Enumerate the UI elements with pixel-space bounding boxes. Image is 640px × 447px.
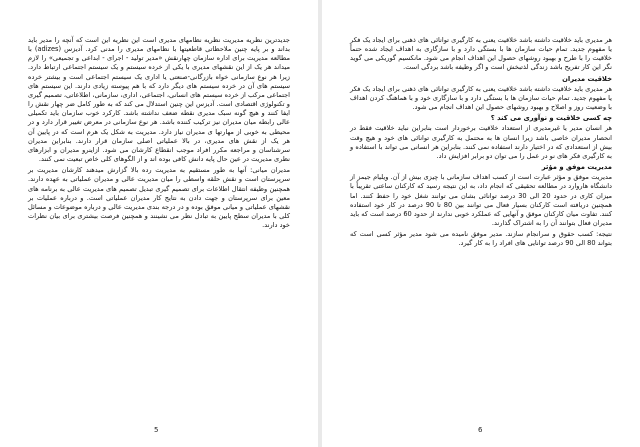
right-page-number: 6 [478,426,483,434]
right-paragraph-2: هر مدیری باید خلاقیت داشته باشد خلاقیت یعنی به کارگیری توانائی های ذهنی برای ایجاد یک فکر یا مفهوم جدید. تمام حیات سازمان ها با بستگی دارد و با سازگاری خود و با هماهنگ کردن اهداف با وضعیت روز و اصلاح و بهبود روشهای حصول این اهداف انجام می شود. [350,84,612,112]
left-paragraph-1: جدیدترین نظریه مدیریت نظریه نظامهای مدیری است این نظریه این است که آنچه را مدیر باید بداند و بر پایه چنین ملاحظاتی قاطعیتها با نظامهای مدیری را مدنی کرد. آدیزس (adizes) با مطالعه مدیریت برای اداره سازمان چهارنقش «مدیر تولید - اجرای - ابداعی و تجمیعی» را لازم میداند هر یک از این نقشهای مدیری با یکی از خرده سیستم و یک سیستم اجتماعی ارتباط دارد. زیرا هر نوع سازمانی خواه بازرگانی-صنعتی یا اداری یک سیستم اجتماعی است و بیشتر خرده سیستم های آن در خرده سیستم های دیگر دارد که با هم پیوسته زیادی دارند. این سیستم های اجتماعی مرکب از خرده سیستم های انسانی، اجتماعی، اداری، سازمانی، اطلاعاتی، تصمیم گیری و تکنولوژی اقتصادی است. آدیزس این چنین استدلال می کند که به طور کامل ضر چهار نقش را ایفا کنند و هیچ گونه سبک مدیری نقطه ضعف نداشته باشد. کارکرد خوب سازمان باید تکمیلی عالی رابطه میان مدیران نیز ترکیب کننده باشد. هر نوع سازمانی در معرض تغییر قرار دارد و در محیطی به خوبی از مهارتها ی مدیران نیاز دارد. مدیریت به شکل یک هرم است که در پایین آن هر یک از نقش های مدیری، در بالا عملیاتی اصلی سازمان قرار دارند. بنابراین مدیران سرشناسان و مراجعه مکرر افراد موجب انقطاع کارشان می شود. ازاینرو مدیران و ابزارهای نظری مدیریت در عین حال پایه دانش کافی بوده اند و از الگوهای کلی خاص تبعیت نمی کنند. [28,36,291,164]
right-paragraph-4: مدیریت موفق و مؤثر عبارت است از کسب اهداف سازمانی با چیزی بیش از آن. ویلیام جیمز از دانشگاه هاروارد در مطالعه تحقیقی که انجام داد، به این نتیجه رسید که کارکنان ساعتی تقریباً با میزان کاری در حدود 20 الی 30 درصد توانائی بشان می توانند شغل خود را حفظ کنند. اما همچنین دریافته است کارکنان بسیار فعال می توانند بین 80 تا 90 درصد در کار خود استفاده کنند. تفاوت میان کارکنان موفق و آنهایی که عملکرد خوبی ندارند از حدود 60 درصد است که باید مدیران فعال بتوانند آن را به اشتراک گذارند. [350,173,613,227]
right-page [328,6,634,440]
left-paragraph-2: مدیران میانی: آنها به طور مستقیم به مدیریت رده بالا گزارش میدهند کارشان مدیریت بر سرپرستان است و نقش حلقه واسطی را میان مدیریت عالی و مدیران عملیاتی به عهده دارند. همچنین وظیفه انتقال اطلاعات برای تصمیم گیری تبدیل تصمیم های مدیریت عالی به برنامه های معین برای سرپرستان و جهت دادن به نتایج کار مدیران عملیاتی است. و درباره عملیات بر نقشهای عملیاتی و میانی موفق بوده و در درجه بندی مدیریت عالی و درباره موضوعات و مسائل کلی با مدیران سطح پایین به تبادل نظر می نشینند و همچنین فرصت بیشتری برای بیان نظرات خود دارند. [28,166,290,230]
left-page-number: 5 [154,426,159,434]
left-page [6,6,312,440]
right-page-text [350,36,612,250]
left-page-text [28,36,290,232]
right-paragraph-1: هر مدیری باید خلاقیت داشته باشد خلاقیت یعنی به کارگیری توانائی های ذهنی برای ایجاد یک فکر یا مفهوم جدید. تمام حیات سازمان ها با بستگی دارد و با سازگاری به اهداف ایجاد شده حتماً خلاقیت را با طرح و بهبود روشهای حصول این اهداف انجام می شود. مانکسیم گوریکی می گوید نگر این کار تفریح باشد زندگی لذتبخش است و اگر وظیفه باشد بردگی است. [350,36,612,72]
right-heading-creativity: خلاقیت مدیران [562,74,612,83]
right-heading-effective: مدیریت موفق و مؤثر [541,163,612,172]
right-paragraph-3: هر انسان مدیر یا غیرمدیری از استعداد خلاقیت برخوردار است بنابراین نباید خلاقیت فقط در انحصار مدیران خاصی باشد زیرا انسان ها به محتمل به کارگیری توانائی های خود و هیچ وقت بیش از استعدادی که در اختیار دارند استفاده نمی کنند. بنابراین هر انسانی می تواند با استفاده و به کارگیری فکر های نو در عمل را می توان دو برابر افزایش داد. [350,124,612,160]
right-paragraph-5: نتیجه: کسب حقوق و سرانجام سازند. مدیر موفق نامیده می شود مدیر مؤثر کسی است که بتواند 80 الی 90 درصد توانایی های افراد را به کار گیرد. [350,230,612,248]
right-question: چه کسی خلاقیت و نوآوری می کند ؟ [490,114,612,123]
page-gutter [318,0,322,447]
